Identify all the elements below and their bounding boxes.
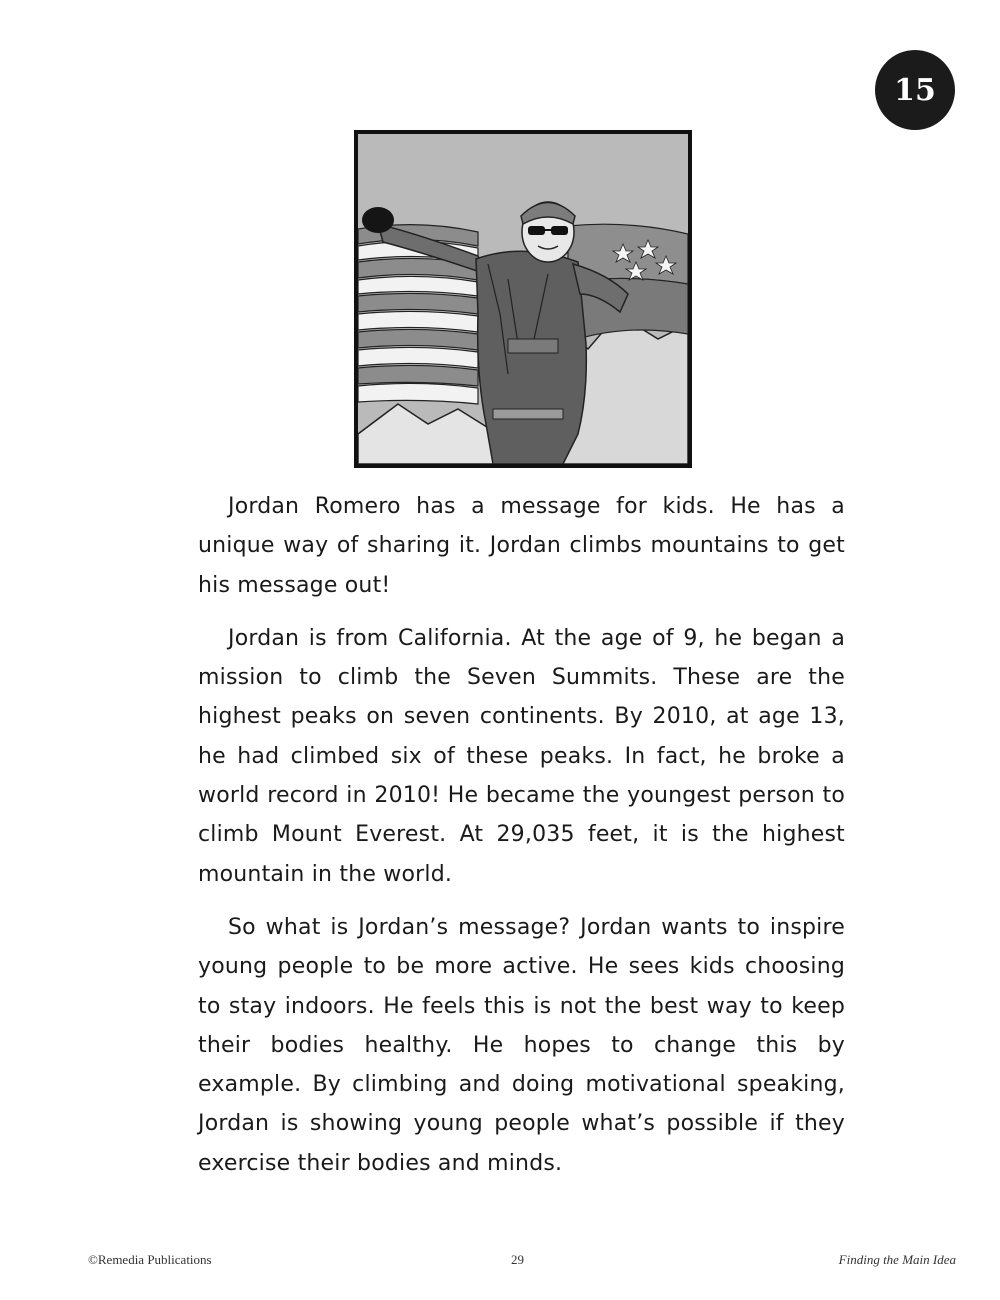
page-number-badge: 15: [875, 50, 955, 130]
footer-publisher: ©Remedia Publications: [88, 1252, 212, 1267]
story-paragraph-2: Jordan is from California. At the age of 9, he began a mission to climb the Seven Summits. These are the highest peaks on seven continents. By 2010, at age 13, he had climbed six of these peaks. In fact, he broke a world record in 2010! He became the youngest person to climb Mount Everest. At 29,035 feet, it is the highest mountain in the world.: [198, 625, 845, 887]
story-paragraph-3: So what is Jordan’s message? Jordan wants to inspire young people to be more active. He sees kids choosing to stay indoors. He feels this is not the best way to keep their bodies healthy. He hopes to change this by example. By climbing and doing motivational speaking, Jordan is showing young people what’s possible if they exercise their bodies and minds.: [198, 914, 845, 1176]
story-text: [198, 487, 845, 1197]
story-paragraph-1: Jordan Romero has a message for kids. He has a unique way of sharing it. Jordan climbs mountains to get his message out!: [198, 494, 845, 598]
climber-drawing: [358, 134, 688, 464]
footer-page-number: 29: [511, 1252, 524, 1267]
footer-book-title: Finding the Main Idea: [838, 1252, 956, 1267]
climber-illustration: [354, 130, 692, 468]
